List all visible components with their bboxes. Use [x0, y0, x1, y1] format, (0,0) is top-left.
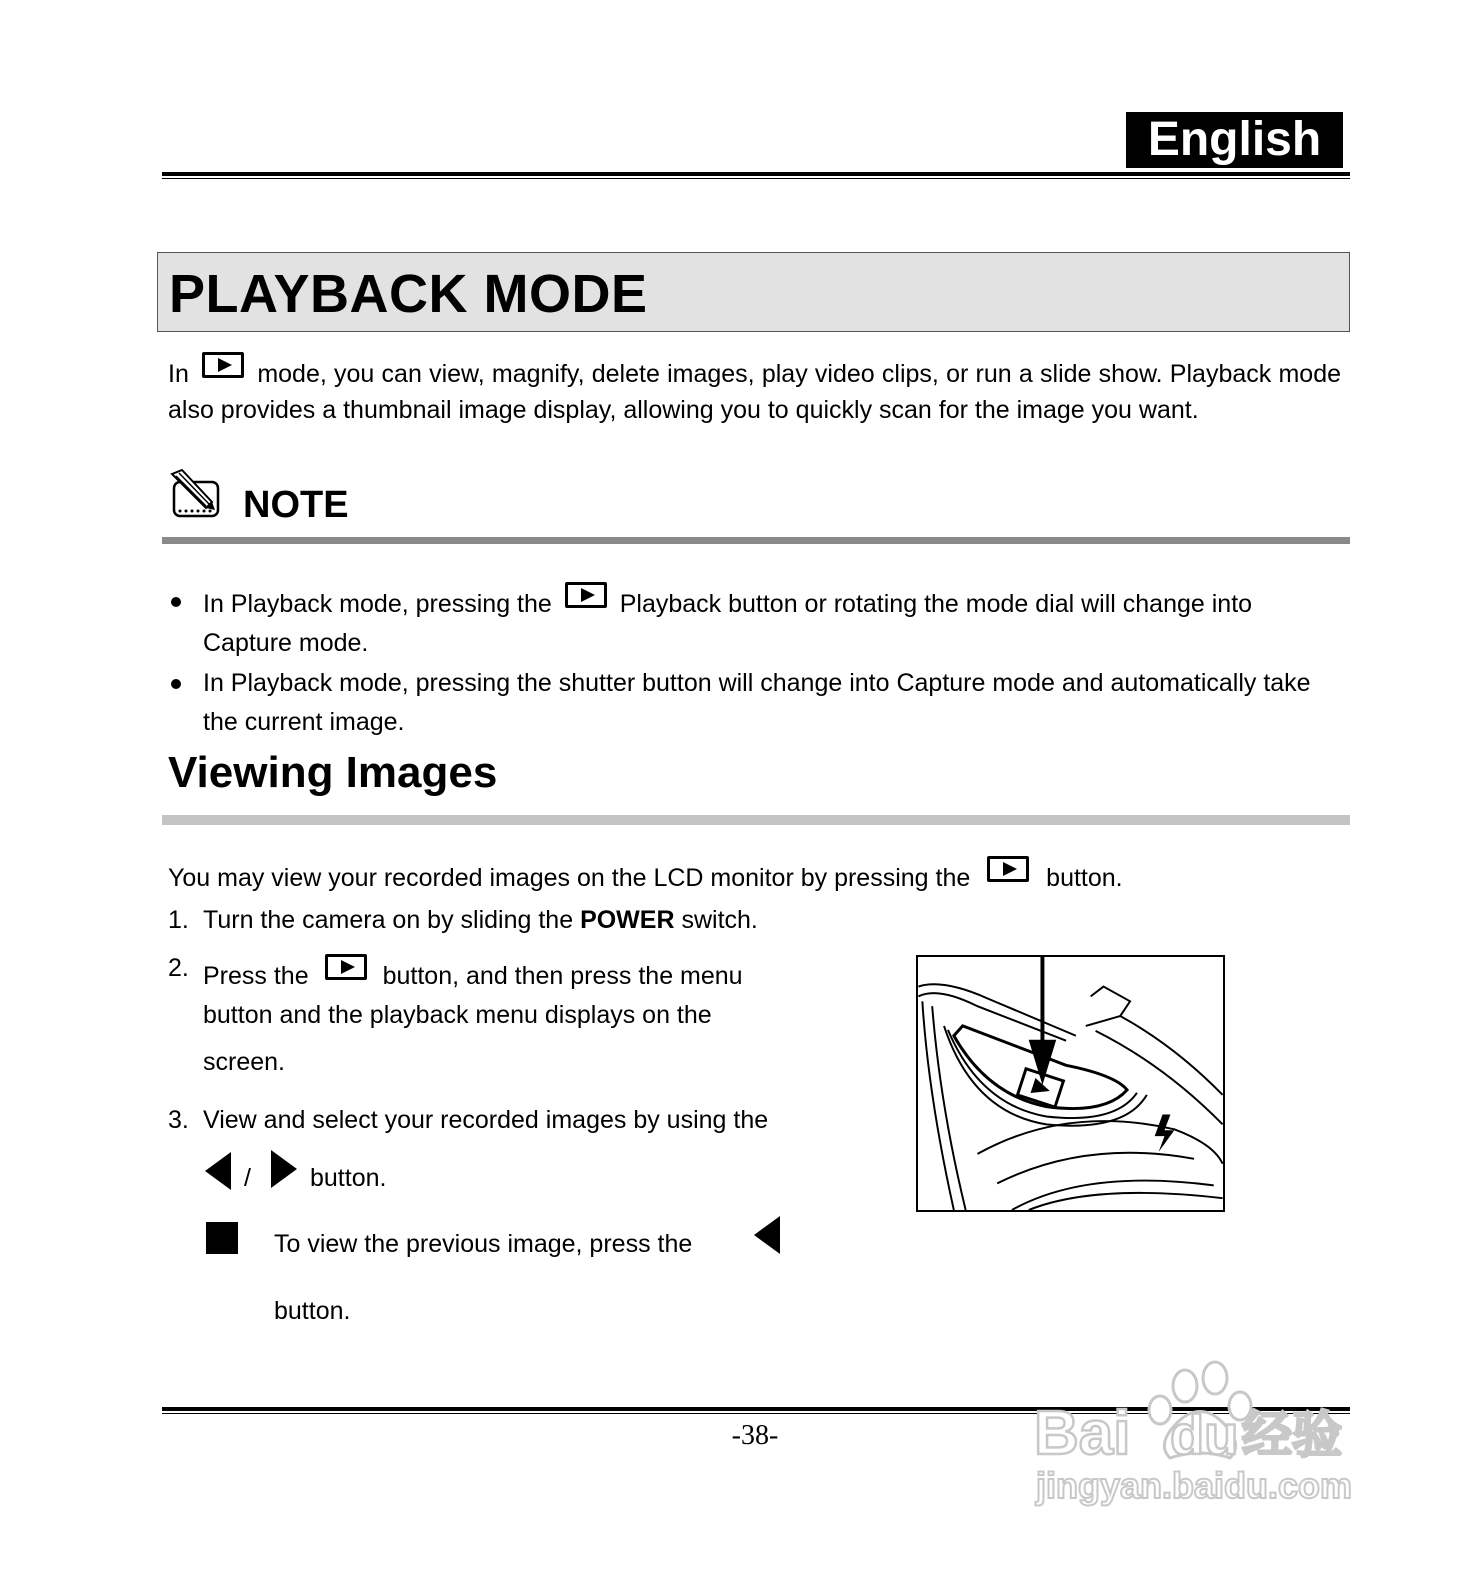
intro-after-icon: mode, you can view, magnify, delete images, play video clips, or run a slide show. Playback mode also provides a thumbnail image display, allowing you to quickly scan for the image you want.	[168, 360, 1342, 424]
subitem-text-line1: To view the previous image, press the	[274, 1230, 693, 1258]
watermark-brand-du: du	[1170, 1403, 1239, 1466]
step-text	[203, 906, 758, 935]
step-number: 3.	[168, 1106, 189, 1134]
square-bullet-icon	[206, 1222, 238, 1254]
playback-icon	[325, 954, 367, 980]
camera-playback-button-illustration	[916, 955, 1225, 1212]
note-list	[168, 582, 1328, 743]
page-number: -38-	[731, 1420, 779, 1451]
note-item-text-after: Playback button or rotating the mode dial will change into Capture mode.	[203, 590, 1253, 657]
note-item	[168, 582, 1328, 663]
step-text-line2: button.	[310, 1164, 387, 1192]
viewing-intro-after: button.	[1046, 864, 1123, 892]
slash-separator: /	[244, 1164, 251, 1192]
step-text-line1: View and select your recorded images by using the	[203, 1106, 769, 1134]
step-number: 2.	[168, 954, 189, 982]
step-text-before: Press the	[203, 962, 309, 990]
step-text-before: Turn the camera on by sliding the	[203, 906, 574, 934]
intro-before-icon: In	[168, 360, 189, 388]
header-rule	[162, 172, 1350, 176]
section-heading: Viewing Images	[168, 748, 498, 797]
note-label: NOTE	[243, 484, 349, 526]
viewing-intro	[168, 856, 1123, 897]
note-item	[168, 664, 1328, 742]
playback-icon	[987, 856, 1029, 882]
note-pencil-icon	[168, 468, 222, 520]
playback-icon	[565, 582, 607, 608]
step-text-line3: screen.	[203, 1048, 285, 1076]
step-text-after: button, and then press the menu	[382, 962, 743, 990]
title-box	[157, 252, 1350, 332]
watermark-cn: 经验	[1242, 1406, 1342, 1464]
step-text-line1	[203, 954, 743, 991]
baidu-watermark-logo	[1030, 1348, 1370, 1508]
header-rule-thin	[162, 178, 1350, 179]
left-arrow-icon	[754, 1216, 780, 1254]
power-label: POWER	[580, 906, 675, 934]
viewing-intro-before: You may view your recorded images on the LCD monitor by pressing the	[168, 864, 971, 892]
section-rule	[162, 815, 1350, 825]
subitem-text-line2: button.	[274, 1297, 351, 1325]
note-rule	[162, 537, 1350, 544]
step-text-line2: button and the playback menu displays on the	[203, 1001, 712, 1029]
step-text-after: switch.	[681, 906, 758, 934]
note-item-text: In Playback mode, pressing the shutter button will change into Capture mode and automatically take the current image.	[203, 669, 1311, 736]
page-title: PLAYBACK MODE	[169, 264, 648, 324]
intro-paragraph	[168, 352, 1341, 428]
language-badge: English	[1126, 112, 1343, 168]
right-arrow-icon	[271, 1150, 297, 1188]
note-item-text-before: In Playback mode, pressing the	[203, 590, 552, 618]
step-number: 1.	[168, 906, 189, 934]
playback-icon	[202, 352, 244, 378]
watermark-url: jingyan.baidu.com	[1036, 1465, 1353, 1506]
watermark-brand: Bai	[1034, 1399, 1131, 1468]
left-arrow-icon	[205, 1152, 231, 1190]
